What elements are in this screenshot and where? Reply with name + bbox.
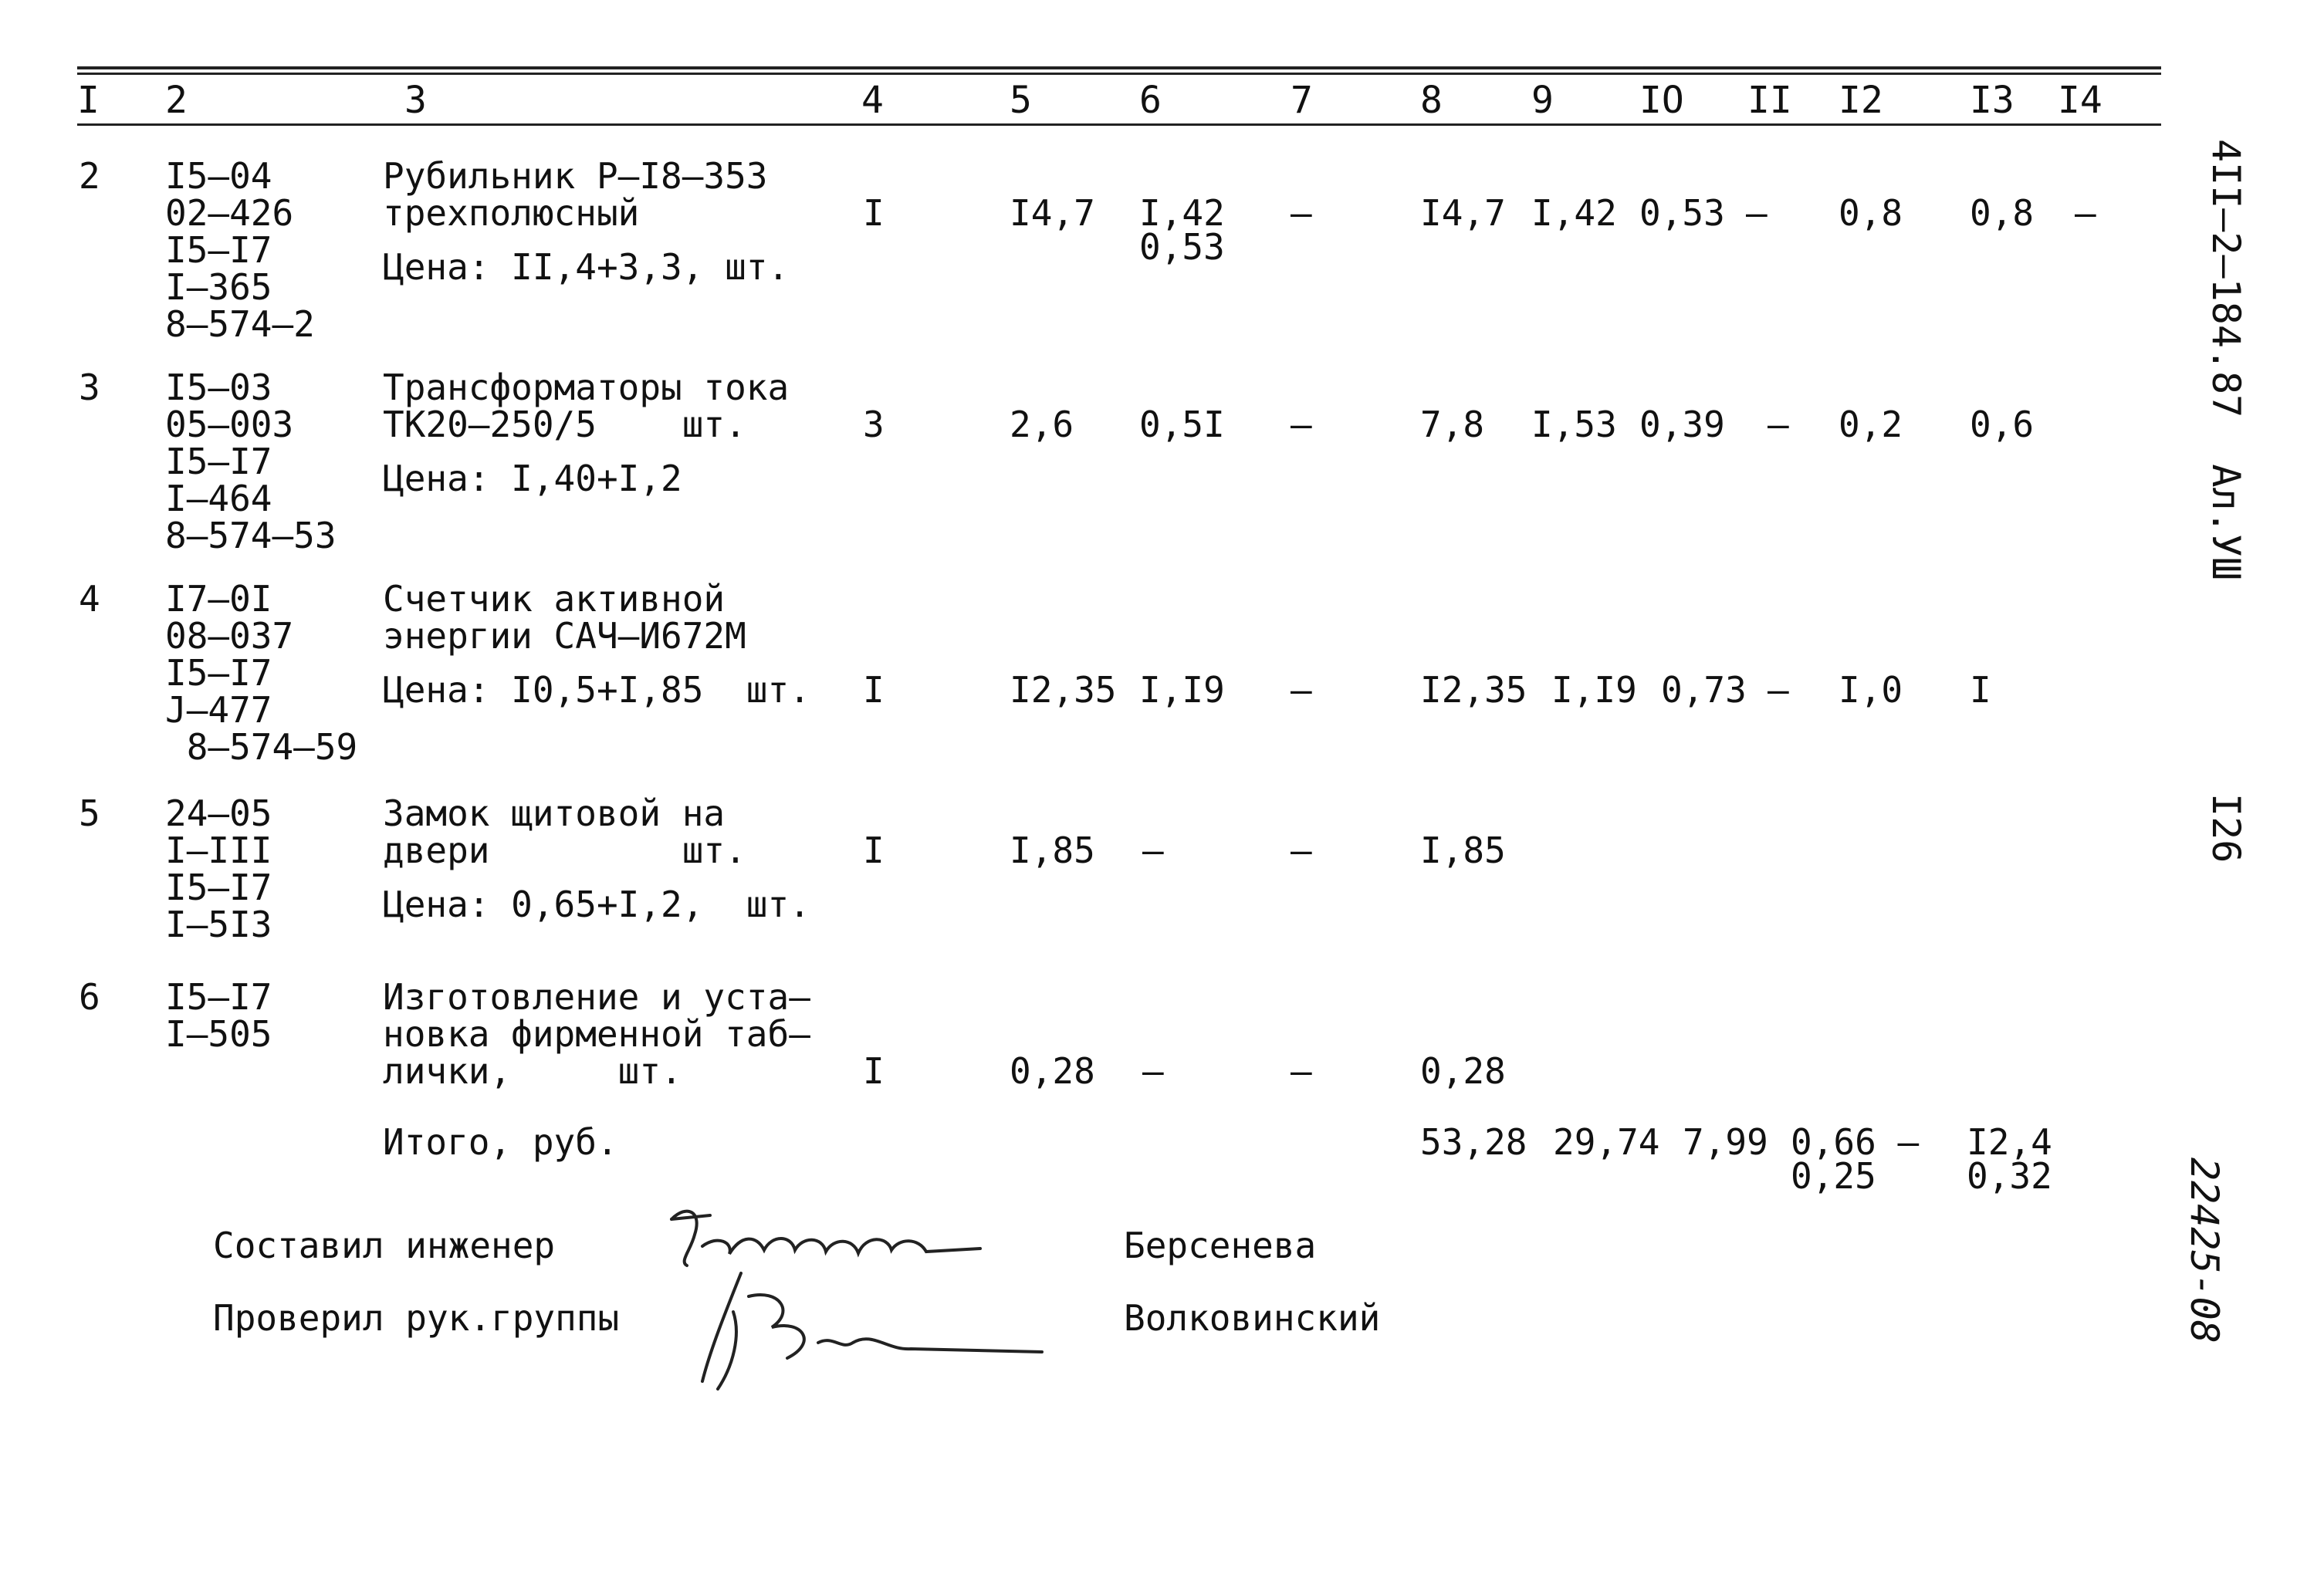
code-line: I–365 — [165, 266, 272, 308]
stamp-number: 22425-08 — [2182, 1157, 2227, 1343]
desc-line: Рубильник Р–I8–353 — [383, 155, 768, 197]
row-codes — [165, 792, 272, 945]
top-rule-second — [77, 73, 2161, 75]
cell-col8: I,85 — [1420, 830, 1506, 871]
checked-name: Волковинский — [1124, 1297, 1381, 1339]
cell-col8: I2,35 — [1420, 669, 1527, 711]
row-description — [383, 978, 810, 1090]
row-number: 4 — [79, 578, 100, 620]
price-line: Цена: I0,5+I,85 шт. — [383, 669, 810, 711]
cell-col9: I,42 — [1531, 192, 1617, 234]
cell-col7: – — [1291, 669, 1312, 711]
desc-line: Замок щитовой на — [383, 792, 726, 834]
total-label: Итого, руб. — [383, 1121, 618, 1163]
checked-label: Проверил рук.группы — [213, 1297, 620, 1339]
header-col-10: IO — [1639, 79, 1684, 122]
desc-line: Трансформаторы тока — [383, 367, 790, 408]
total-col9: 29,74 — [1553, 1121, 1660, 1163]
cell-col6-second: 0,53 — [1139, 226, 1225, 268]
code-line: 05–003 — [165, 404, 294, 445]
header-col-14: I4 — [2058, 79, 2102, 122]
cell-col6: I,I9 — [1139, 669, 1225, 711]
cell-col7: – — [1291, 192, 1312, 234]
cell-col11: – — [1768, 404, 1789, 445]
desc-line: энергии САЧ–И672М — [383, 615, 746, 657]
header-col-6: 6 — [1139, 79, 1162, 122]
total-col8: 53,28 — [1420, 1121, 1527, 1163]
header-col-8: 8 — [1420, 79, 1443, 122]
row-description — [383, 369, 789, 497]
cell-col13: 0,8 — [1970, 192, 2035, 234]
cell-col7: – — [1291, 830, 1312, 871]
row-description — [383, 792, 810, 925]
row-codes — [165, 369, 337, 554]
doc-code: 4II–2–184.87 Ал.УШ — [2204, 139, 2248, 580]
header-col-5: 5 — [1010, 79, 1032, 122]
code-line: I5–I7 — [165, 867, 272, 908]
header-col-4: 4 — [861, 79, 884, 122]
cell-col9: I,53 — [1531, 404, 1617, 445]
total-col13-second: 0,32 — [1967, 1155, 2052, 1197]
code-line: I–505 — [165, 1013, 272, 1055]
cell-col8: 7,8 — [1420, 404, 1485, 445]
cell-unit-cost: 0,28 — [1010, 1050, 1095, 1092]
cell-col12: 0,8 — [1839, 192, 1903, 234]
cell-col6: – — [1142, 830, 1164, 871]
total-col13: I2,4 — [1967, 1121, 2052, 1163]
cell-col7: – — [1291, 404, 1312, 445]
row-number: 5 — [79, 792, 100, 834]
price-line: Цена: I,40+I,2 — [383, 458, 682, 499]
header-col-11: II — [1747, 79, 1792, 122]
cell-quantity: 3 — [863, 404, 885, 445]
code-line: I–5I3 — [165, 904, 272, 945]
header-col-7: 7 — [1291, 79, 1313, 122]
total-col11-second: 0,25 — [1791, 1155, 1876, 1197]
cell-col13: 0,6 — [1970, 404, 2035, 445]
desc-line: ТК20–250/5 шт. — [383, 404, 746, 445]
header-col-1: I — [77, 79, 100, 122]
cell-col7: – — [1291, 1050, 1312, 1092]
code-line: I5–I7 — [165, 976, 272, 1018]
code-line: 08–037 — [165, 615, 294, 657]
cell-quantity: I — [863, 830, 885, 871]
code-line: I5–I7 — [165, 441, 272, 482]
row-number: 2 — [79, 155, 100, 197]
code-line: J–477 — [165, 689, 272, 731]
cell-quantity: I — [863, 192, 885, 234]
header-col-3: 3 — [404, 79, 427, 122]
code-line: 24–05 — [165, 792, 272, 834]
cell-unit-cost: I2,35 — [1010, 669, 1117, 711]
cell-unit-cost: I4,7 — [1010, 192, 1095, 234]
code-line: I5–I7 — [165, 652, 272, 694]
cell-col11: – — [1746, 192, 1768, 234]
top-rule — [77, 66, 2161, 69]
row-codes — [165, 578, 358, 768]
code-line: I–III — [165, 830, 272, 871]
desc-line: Изготовление и уста– — [383, 976, 810, 1018]
desc-line: новка фирменной таб– — [383, 1013, 810, 1055]
desc-line: трехполюсный — [383, 192, 640, 234]
code-line: 8–574–59 — [165, 726, 358, 768]
cell-col6: – — [1142, 1050, 1164, 1092]
row-codes — [165, 978, 272, 1053]
price-line: Цена: II,4+3,3, шт. — [383, 246, 790, 288]
composed-name: Берсенева — [1124, 1225, 1317, 1266]
cell-col6: I,42 — [1139, 192, 1225, 234]
cell-col13: I — [1970, 669, 1991, 711]
cell-col10: 0,53 — [1639, 192, 1725, 234]
code-line: I5–I7 — [165, 229, 272, 271]
row-codes — [165, 157, 315, 343]
header-col-9: 9 — [1531, 79, 1554, 122]
cell-col8: 0,28 — [1420, 1050, 1506, 1092]
cell-quantity: I — [863, 669, 885, 711]
desc-line: двери шт. — [383, 830, 746, 871]
code-line: I5–03 — [165, 367, 272, 408]
row-number: 6 — [79, 976, 100, 1018]
header-col-2: 2 — [165, 79, 188, 122]
cell-col11: – — [1768, 669, 1789, 711]
desc-line: лички, шт. — [383, 1050, 682, 1092]
cell-unit-cost: I,85 — [1010, 830, 1095, 871]
row-description — [383, 157, 789, 286]
code-line: I–464 — [165, 478, 272, 519]
cell-col10: 0,39 — [1639, 404, 1725, 445]
price-line: Цена: 0,65+I,2, шт. — [383, 884, 810, 925]
cell-col9: I,I9 — [1551, 669, 1637, 711]
code-line: I7–0I — [165, 578, 272, 620]
handwritten-signature-2 — [687, 1266, 1057, 1397]
cell-col14: – — [2075, 192, 2096, 234]
total-col11: 0,66 – — [1791, 1121, 1920, 1163]
page-number: I26 — [2204, 793, 2248, 863]
row-description — [383, 578, 810, 711]
composed-label: Составил инженер — [213, 1225, 556, 1266]
total-col10: 7,99 — [1683, 1121, 1768, 1163]
code-line: I5–04 — [165, 155, 272, 197]
row-number: 3 — [79, 367, 100, 408]
cell-quantity: I — [863, 1050, 885, 1092]
cell-col12: 0,2 — [1839, 404, 1903, 445]
code-line: 02–426 — [165, 192, 294, 234]
header-col-12: I2 — [1839, 79, 1883, 122]
code-line: 8–574–2 — [165, 303, 315, 345]
cell-col12: I,0 — [1839, 669, 1903, 711]
cell-col6: 0,5I — [1139, 404, 1225, 445]
cell-unit-cost: 2,6 — [1010, 404, 1074, 445]
header-underline — [77, 123, 2161, 126]
header-col-13: I3 — [1970, 79, 2014, 122]
code-line: 8–574–53 — [165, 515, 337, 556]
cell-col10: 0,73 — [1661, 669, 1747, 711]
cell-col8: I4,7 — [1420, 192, 1506, 234]
desc-line: Счетчик активной — [383, 578, 726, 620]
